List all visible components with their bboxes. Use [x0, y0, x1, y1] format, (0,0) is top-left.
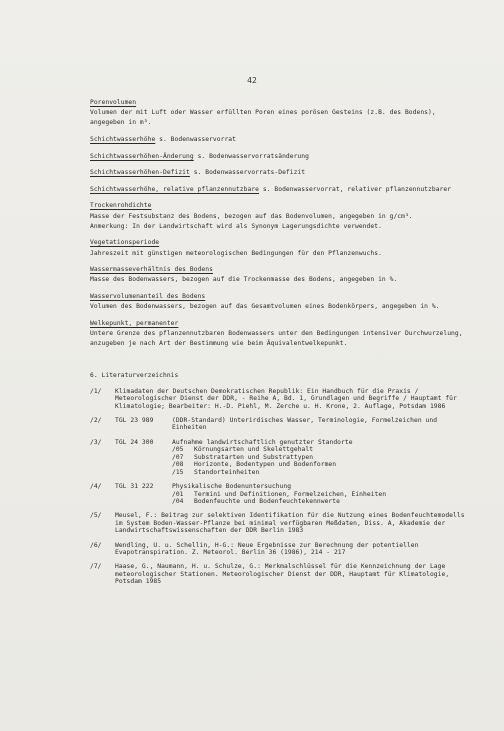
reference-item: [90, 483, 470, 506]
glossary-term: Schichtwasserhöhen-Defizit: [90, 169, 190, 177]
glossary-definition: Volumen des Bodenwassers, bezogen auf das Gesamtvolumen eines Bodenkörpers, angegeben in %.: [90, 303, 440, 311]
glossary-note: Anmerkung: In der Landwirtschaft wird als Synonym Lagerungsdichte verwendet.: [90, 222, 382, 230]
reference-item: [90, 512, 470, 535]
part-number: /04: [172, 498, 184, 506]
reference-item: [90, 542, 470, 557]
reference-number: /1/: [90, 387, 102, 395]
part-title: Substratarten und Substrattypen: [194, 453, 314, 461]
glossary-entry: [90, 98, 470, 129]
part-title: Horizonte, Bodentypen und Bodenformen: [194, 461, 337, 469]
glossary-term: Wassermasseverhältnis des Bodens: [90, 266, 213, 274]
glossary-definition: Masse der Festsubstanz des Bodens, bezogen auf das Bodenvolumen, angegeben in g/cm³.: [90, 212, 413, 220]
part-number: /08: [172, 461, 184, 469]
part-number: /07: [172, 453, 184, 461]
glossary-definition: s. Bodenwasservorrat: [159, 136, 236, 143]
reference-body: [115, 388, 470, 411]
reference-body: [115, 563, 470, 586]
part-number: /05: [172, 446, 184, 454]
reference-number: /7/: [90, 563, 102, 571]
page-number: 42: [247, 76, 257, 85]
reference-body: [115, 512, 470, 535]
reference-body: [115, 417, 470, 432]
glossary-entry: [90, 292, 470, 312]
reference-item: [90, 439, 470, 477]
part-number: /01: [172, 490, 184, 498]
glossary-definition: s. Bodenwasservorrat, relativer pflanzennutzbarer: [262, 185, 452, 193]
reference-item: [90, 417, 470, 432]
glossary-term: Trockenrohdichte: [90, 202, 152, 210]
literature-list: [90, 388, 470, 586]
part-number: /15: [172, 468, 184, 476]
reference-item: [90, 388, 470, 411]
reference-text: Klimadaten der Deutschen Demokratischen Republik: Ein Handbuch für die Praxis / Meteorologischer Dienst der DDR, - Reihe A, Bd. 1, Grundlagen und Begriffe / Hauptamt für Klimatologie; Bearbeiter: H.-D. Piehl, M. Zerche u. H. Krone, 2. Auflage, Potsdam 1986: [115, 387, 457, 410]
glossary-term: Wasservolumenanteil des Bodens: [90, 292, 206, 300]
glossary-entry: [90, 185, 470, 195]
glossary-definition: s. Bodenwasservorratsänderung: [197, 152, 309, 160]
glossary-entry: [90, 201, 470, 232]
reference-number: /3/: [90, 438, 102, 446]
glossary-definition: Untere Grenze des pflanzennutzbaren Bodenwassers unter den Bedingungen intensiver Durchwurzelung, anzugeben je nach Art der Bestimmung wie beim Äquivalentwelkepunkt.: [90, 329, 463, 348]
standard-part: [172, 469, 470, 477]
reference-item: [90, 563, 470, 586]
reference-number: /6/: [90, 541, 102, 549]
reference-text: Meusel, F.: Beitrag zur selektiven Identifikation für die Nutzung eines Bodenfeuchtemodells im System Boden-Wasser-Pflanze bei minimal verfügbaren Meßdaten, Diss. A, Akademie der Landwirtschaftswissenschaften der DDR Berlin 1983: [115, 512, 465, 535]
standard-part: [172, 446, 470, 454]
glossary-definition: s. Bodenwasservorrats-Defizit: [193, 169, 306, 177]
glossary-and-references: [90, 98, 470, 593]
glossary-entry: [90, 152, 470, 162]
part-title: Bodenfeuchte und Bodenfeuchtekennwerte: [194, 498, 340, 506]
part-title: Standorteinheiten: [194, 468, 260, 476]
standard-code: TGL 23 989: [115, 416, 154, 424]
glossary-definition: Jahreszeit mit günstigen meteorologischen Bedingungen für den Pflanzenwuchs.: [90, 249, 382, 257]
part-title: Körnungsarten und Skelettgehalt: [194, 446, 314, 454]
reference-number: /5/: [90, 512, 102, 520]
literature-heading: 6. Literaturverzeichnis: [90, 372, 179, 380]
glossary-entry: [90, 168, 470, 178]
glossary-entry: [90, 238, 470, 258]
glossary-entry: [90, 319, 470, 350]
standard-code: TGL 31 222: [115, 483, 154, 491]
standard-part: [172, 454, 470, 462]
glossary-term: Schichtwasserhöhen-Änderung: [90, 152, 194, 160]
standard-part: [172, 491, 470, 499]
reference-number: /2/: [90, 416, 102, 424]
standard-part: [172, 461, 470, 469]
reference-body: [115, 483, 470, 506]
glossary-term: Schichtwasserhöhe: [90, 136, 156, 143]
reference-text: Aufnahme landwirtschaftlich genutzter Standorte: [172, 438, 353, 446]
reference-text: Haase, G., Naumann, H. u. Schulze, G.: Merkmalschlüssel für die Kennzeichnung der Lage meteorologischer Stationen. Meteorologischer Dienst der DDR, Hauptamt für Klimatologie, Potsdam 1985: [115, 563, 450, 586]
reference-text: Physikalische Bodenuntersuchung: [172, 483, 292, 491]
glossary-entry: [90, 265, 470, 285]
glossary-entry: [90, 135, 470, 145]
reference-body: [115, 439, 470, 477]
reference-number: /4/: [90, 483, 102, 491]
reference-standard: [115, 417, 470, 432]
reference-standard: [115, 483, 470, 506]
reference-body: [115, 542, 470, 557]
glossary-term: Schichtwasserhöhe, relative pflanzennutzbare: [90, 185, 260, 193]
standard-title: [172, 417, 470, 432]
glossary-list: [90, 98, 470, 349]
glossary-term: Welkepunkt, permanenter: [90, 319, 179, 327]
part-title: Termini und Definitionen, Formelzeichen, Einheiten: [194, 490, 387, 498]
reference-standard: [115, 439, 470, 477]
standard-title: [172, 439, 470, 477]
glossary-term: Vegetationsperiode: [90, 239, 160, 247]
glossary-definition: Volumen der mit Luft oder Wasser erfüllten Poren eines porösen Gesteins (z.B. des Bodens), angegeben in m³.: [90, 109, 436, 127]
reference-text: Wendling, U. u. Schellin, H-G.: Neue Ergebnisse zur Berechnung der potentiellen Evapotranspiration. Z. Meteorol. Berlin 36 (1986), 214 - 217: [115, 541, 419, 557]
glossary-term: Porenvolumen: [90, 99, 137, 106]
standard-part: [172, 498, 470, 506]
glossary-definition: Masse des Bodenwassers, bezogen auf die Trockenmasse des Bodens, angegeben in %.: [90, 276, 398, 284]
standard-code: TGL 24 300: [115, 438, 154, 446]
reference-text: (DDR-Standard) Unterirdisches Wasser, Terminologie, Formelzeichen und Einheiten: [172, 416, 438, 432]
standard-title: [172, 483, 470, 506]
